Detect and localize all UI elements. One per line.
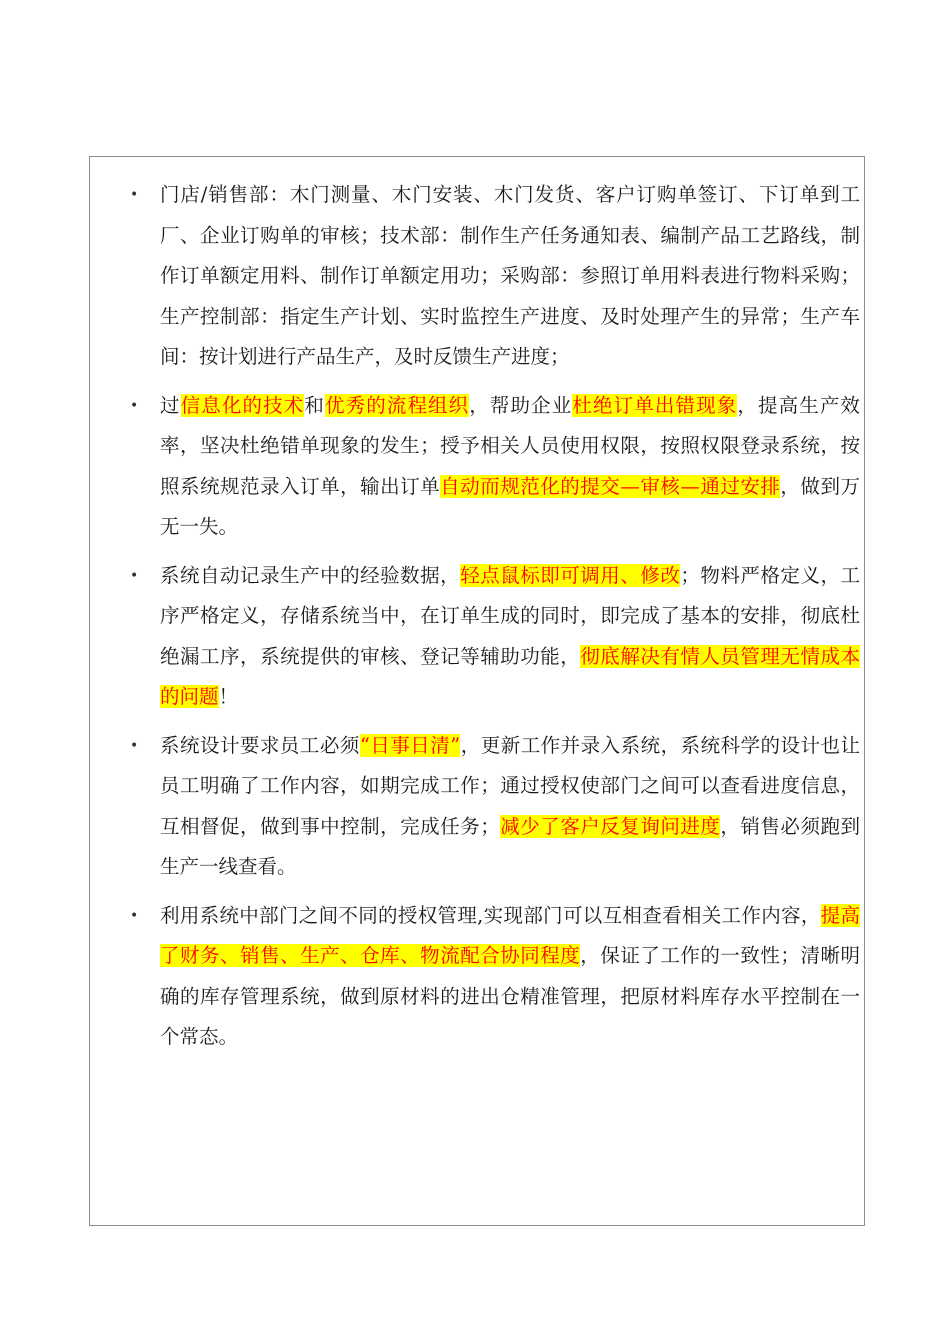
highlighted-text: 优秀的流程组织 xyxy=(324,393,470,417)
bullet-icon: • xyxy=(130,737,139,754)
highlighted-text: 轻点鼠标即可调用、修改 xyxy=(460,563,681,587)
item-text xyxy=(160,904,860,1049)
bullet-icon: • xyxy=(130,907,139,924)
highlighted-text: 信息化的技术 xyxy=(180,393,305,417)
highlighted-text: “日事日清” xyxy=(359,733,461,757)
text-segment: ；物料严格定义，工序严格定义，存储系统当中，在订单生成的同时，即完成了基本的安排，彻底杜绝漏工序，系统提供的审核、登记等辅助功能， xyxy=(160,563,860,668)
text-segment: ，保证了工作的一致性；清晰明确的库存管理系统，做到原材料的进出仓精准管理，把原材料库存水平控制在一个常态。 xyxy=(160,944,860,1048)
bullet-icon: • xyxy=(130,187,139,203)
text-segment: 系统设计要求员工必须 xyxy=(160,733,360,757)
list-item xyxy=(130,175,860,378)
highlighted-text: 提高了财务、销售、生产、仓库、物流配合协同程度 xyxy=(160,903,860,967)
content-frame xyxy=(89,156,865,1226)
list-item xyxy=(130,896,860,1058)
highlighted-text: 自动而规范化的提交—审核—通过安排 xyxy=(440,474,781,498)
bullet-icon: • xyxy=(130,397,139,414)
bullet-list xyxy=(130,175,860,1066)
text-segment: ，做到万无一失。 xyxy=(160,474,860,538)
text-segment: ，更新工作并录入系统，系统科学的设计也让员工明确了工作内容，如期完成工作；通过授权使部门之间可以查看进度信息，互相督促，做到事中控制，完成任务； xyxy=(160,733,860,838)
item-text xyxy=(160,183,860,368)
text-segment: 利用系统中部门之间不同的授权管理,实现部门可以互相查看相关工作内容， xyxy=(160,903,821,927)
highlighted-text: 彻底解决有情人员管理无情成本的问题 xyxy=(160,644,860,708)
text-segment: 和 xyxy=(304,393,325,417)
item-text xyxy=(160,734,860,879)
bullet-icon: • xyxy=(130,567,139,584)
list-item xyxy=(130,726,860,888)
text-segment: ，提高生产效率，坚决杜绝错单现象的发生；授予相关人员使用权限，按照权限登录系统，按照系统规范录入订单，输出订单 xyxy=(160,393,860,498)
item-text xyxy=(160,394,860,539)
list-item xyxy=(130,386,860,548)
text-segment: ，帮助企业 xyxy=(469,393,573,417)
text-segment: 系统自动记录生产中的经验数据， xyxy=(160,563,461,587)
highlighted-text: 减少了客户反复询问进度 xyxy=(499,814,721,838)
text-segment: ！ xyxy=(218,685,239,708)
highlighted-text: 杜绝订单出错现象 xyxy=(572,393,738,417)
list-item xyxy=(130,556,860,718)
item-text xyxy=(160,564,860,709)
text-segment: 过 xyxy=(160,393,181,417)
text-segment: 门店/销售部：木门测量、木门安装、木门发货、客户订购单签订、下订单到工厂、企业订购单的审核；技术部：制作生产任务通知表、编制产品工艺路线，制作订单额定用料、制作订单额定用功；采购部：参照订单用料表进行物料采购；生产控制部：指定生产计划、实时监控生产进度、及时处理产生的异常；生产车间：按计划进行产品生产，及时反馈生产进度； xyxy=(160,183,860,368)
text-segment: ，销售必须跑到生产一线查看。 xyxy=(160,814,860,878)
